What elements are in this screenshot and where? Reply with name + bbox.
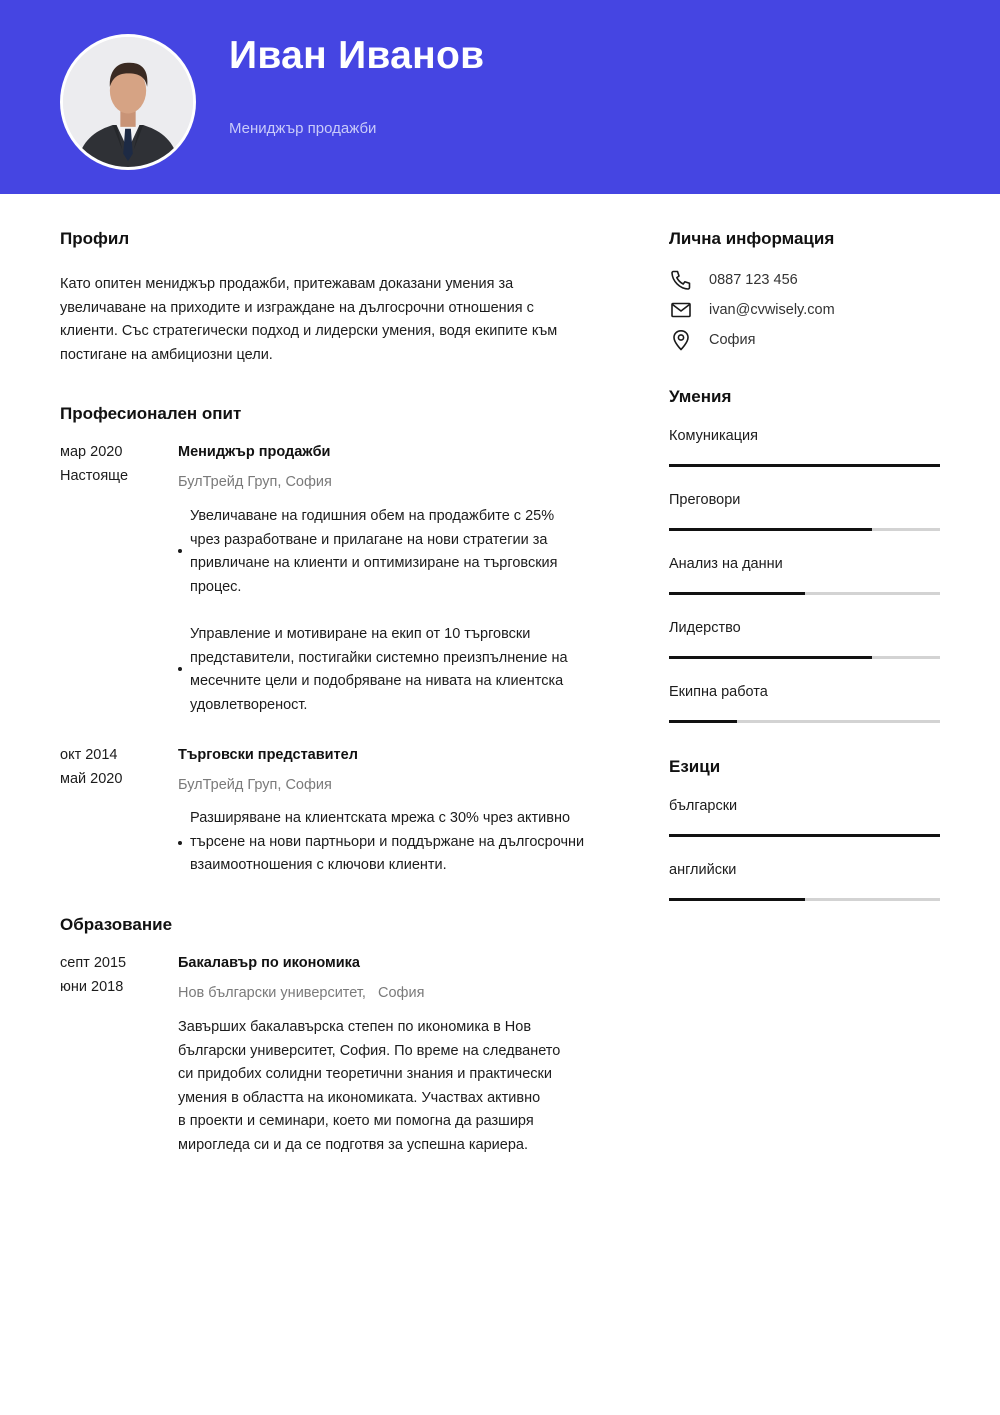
job-role: Търговски представител (178, 747, 358, 763)
language-level-fill (669, 834, 940, 837)
profile-heading: Профил (60, 229, 130, 248)
bullet-line: привличане на клиенти и оптимизиране на търговския (190, 555, 558, 572)
contact-phone (669, 268, 798, 292)
skill-level-fill (669, 656, 872, 659)
skill-level-fill (669, 528, 872, 531)
job-bullet (190, 505, 558, 599)
job-date-start: окт 2014 (60, 747, 118, 763)
location-text: София (709, 332, 756, 348)
job-date-end: май 2020 (60, 770, 123, 787)
skill-label: Преговори (669, 492, 741, 508)
skill-label: Лидерство (669, 620, 741, 636)
job-bullet (190, 623, 568, 717)
profile-photo (60, 34, 196, 170)
mail-icon (669, 298, 695, 322)
job-company: БулТрейд Груп, София (178, 474, 332, 490)
email-address[interactable]: ivan@cvwisely.com (709, 302, 835, 318)
profile-line: постигане на амбициозни цели. (60, 346, 273, 363)
skill-level-bar (669, 656, 940, 659)
education-description (178, 1016, 560, 1158)
contact-location (669, 328, 755, 352)
bullet-line: представители, постигайки системно преизпълнение на (190, 649, 568, 666)
education-line: си придобих солидни теоретични знания и практически (178, 1066, 552, 1083)
job-date-end: Настояще (60, 467, 129, 484)
bullet-line: месечните цели и подобряване на нивата на клиентска (190, 673, 564, 690)
bullet-line: търсене на нови партньори и поддържане на дългосрочни (190, 833, 585, 850)
education-date-start: септ 2015 (60, 955, 127, 971)
languages-heading: Езици (669, 757, 721, 776)
personal-info-heading: Лична информация (669, 229, 835, 248)
profile-line: Като опитен мениджър продажби, притежавам доказани умения за (60, 276, 514, 292)
person-job-title: Мениджър продажби (229, 120, 377, 137)
bullet-line: процес. (190, 578, 242, 595)
education-line: умения в областта на икономиката. Участвах активно (178, 1089, 541, 1106)
education-dates (60, 952, 126, 999)
education-line: български университет, София. По време на следването (178, 1042, 561, 1059)
bullet-line: Увеличаване на годишния обем на продажбите с 25% (190, 508, 555, 524)
skill-label: Екипна работа (669, 684, 768, 700)
bullet-line: Управление и мотивиране на екип от 10 търговски (190, 626, 531, 642)
job-dates (60, 744, 122, 791)
skill-level-bar (669, 464, 940, 467)
skill-label: Анализ на данни (669, 556, 783, 572)
bullet-line: чрез разработване и прилагане на нови стратегии за (190, 531, 548, 548)
language-level-fill (669, 898, 805, 901)
skills-heading: Умения (669, 387, 732, 406)
job-bullet (190, 807, 584, 878)
bullet-dot (178, 549, 182, 553)
skill-level-bar (669, 528, 940, 531)
job-date-start: мар 2020 (60, 444, 123, 460)
education-line: Завърших бакалавърска степен по икономика в Нов (178, 1019, 532, 1035)
contact-email (669, 298, 835, 322)
profile-line: клиенти. Със стратегически подход и лидерски умения, водя екипите към (60, 323, 558, 340)
location-pin-icon (669, 328, 695, 352)
job-company: БулТрейд Груп, София (178, 777, 332, 793)
job-role: Мениджър продажби (178, 444, 331, 460)
language-level-bar (669, 834, 940, 837)
language-level-bar (669, 898, 940, 901)
phone-number[interactable]: 0887 123 456 (709, 272, 798, 288)
education-line: в проекти и семинари, което ми помогна да разширя (178, 1113, 534, 1130)
job-dates (60, 441, 128, 488)
education-degree: Бакалавър по икономика (178, 955, 360, 971)
phone-icon (669, 268, 695, 292)
education-heading: Образование (60, 915, 173, 934)
skill-level-bar (669, 720, 940, 723)
skill-level-fill (669, 464, 940, 467)
skill-level-bar (669, 592, 940, 595)
language-label: български (669, 798, 738, 814)
skill-level-fill (669, 592, 805, 595)
bullet-dot (178, 667, 182, 671)
profile-text (60, 273, 557, 367)
person-name: Иван Иванов (229, 34, 485, 77)
bullet-line: Разширяване на клиентската мрежа с 30% чрез активно (190, 810, 571, 826)
bullet-line: удовлетвореност. (190, 696, 308, 713)
education-line: мирогледа си и да се подготвя за успешна кариера. (178, 1136, 529, 1153)
person-portrait-icon (63, 37, 193, 167)
education-date-end: юни 2018 (60, 978, 124, 995)
bullet-line: взаимоотношения с ключови клиенти. (190, 857, 447, 874)
skill-level-fill (669, 720, 737, 723)
language-label: английски (669, 862, 737, 878)
education-institution: Нов български университет, София (178, 985, 425, 1001)
profile-line: увеличаване на приходите и изграждане на дългосрочни отношения с (60, 299, 534, 316)
bullet-dot (178, 841, 182, 845)
experience-heading: Професионален опит (60, 404, 242, 423)
skill-label: Комуникация (669, 428, 758, 444)
header-banner (0, 0, 1000, 194)
